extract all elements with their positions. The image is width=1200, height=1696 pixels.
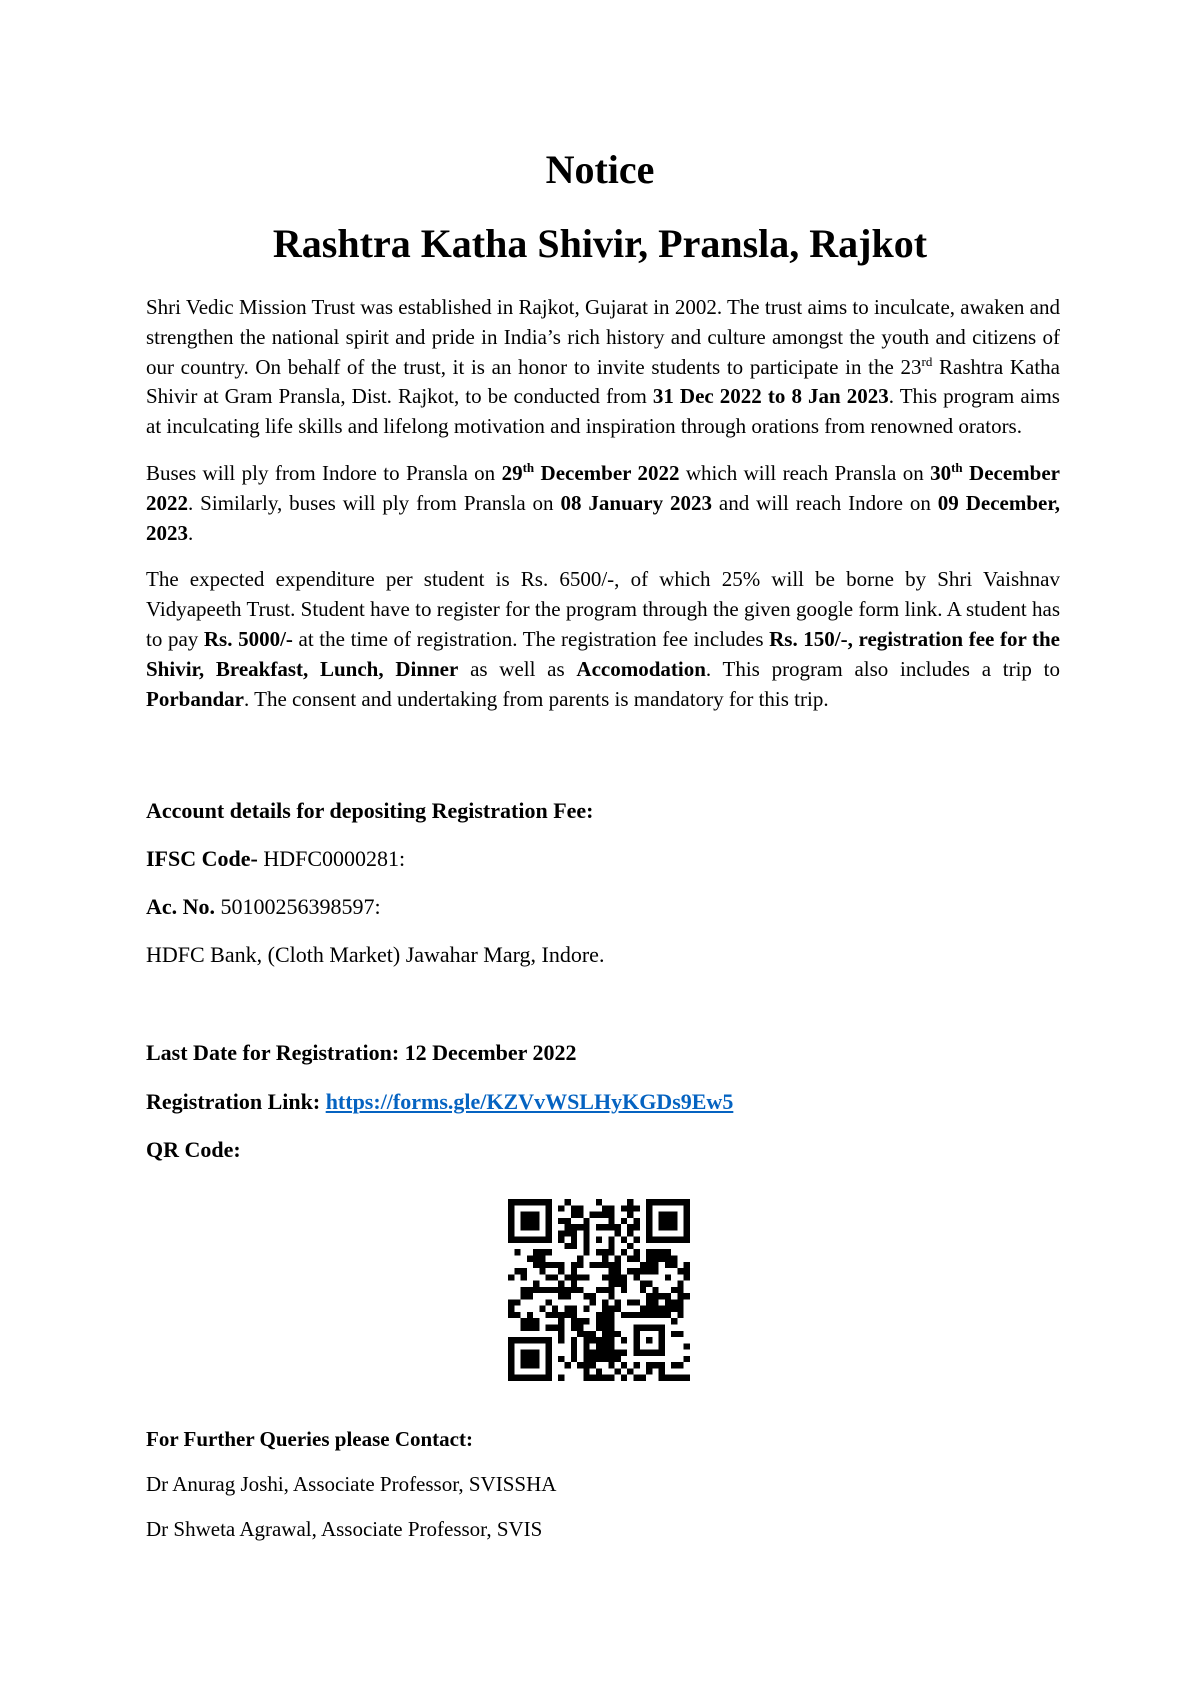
intro-sup: rd [921, 353, 933, 369]
bus-text: Buses will ply from Indore to Pransla on [146, 460, 502, 485]
contact-person-2: Dr Shweta Agrawal, Associate Professor, SVIS [146, 1517, 543, 1541]
bank-address: HDFC Bank, (Cloth Market) Jawahar Marg, Indore. [146, 942, 605, 967]
contact-person-1: Dr Anurag Joshi, Associate Professor, SVISSHA [146, 1472, 557, 1496]
qr-code [508, 1199, 690, 1381]
bus-text-3: . Similarly, buses will ply from Pransla on [188, 490, 561, 515]
account-heading: Account details for depositing Registration Fee: [146, 798, 594, 823]
contact-heading: For Further Queries please Contact: [146, 1427, 473, 1451]
last-date: Last Date for Registration: 12 December 2022 [146, 1040, 577, 1065]
notice-heading: Notice [545, 147, 655, 192]
accommodation-label: Accomodation [576, 656, 706, 681]
notice-body [146, 293, 1060, 731]
notice-title: Rashtra Katha Shivir, Pransla, Rajkot [272, 221, 928, 266]
ifsc-value: HDFC0000281: [257, 846, 406, 871]
fee-text-4: . This program also includes a trip to [705, 656, 1060, 681]
fee-amount: Rs. 5000/- [203, 626, 293, 651]
account-number-label: Ac. No. [146, 894, 216, 919]
fee-text-3: as well as [458, 656, 577, 681]
registration-link[interactable]: https://forms.gle/KZVvWSLHyKGDs9Ew5 [325, 1089, 734, 1114]
ifsc-line [146, 844, 405, 874]
fee-text-5: . The consent and undertaking from parents is mandatory for this trip. [244, 686, 829, 711]
ifsc-label: IFSC Code- [146, 846, 258, 871]
bus-text-2: which will reach Pransla on [679, 460, 931, 485]
registration-link-label: Registration Link: [146, 1089, 326, 1114]
depart-date: 29th December 2022 [501, 459, 680, 485]
intro-paragraph [146, 293, 1060, 442]
arrive-date: 30th December 2022 [146, 459, 1060, 515]
qr-label: QR Code: [146, 1137, 241, 1162]
return-arrive-date: 09 December, 2023 [146, 490, 1060, 545]
trip-destination: Porbandar [146, 686, 245, 711]
fee-paragraph [146, 565, 1060, 714]
account-number-line [146, 892, 381, 922]
fee-text: The expected expenditure per student is Rs. 6500/-, of which 25% will be borne by Shri Vaishnav Vidyapeeth Trust. Student have to register for the program through the given google form link. A student has to pay [146, 567, 1060, 651]
fee-inclusions: Rs. 150/-, registration fee for the Shivir, Breakfast, Lunch, Dinner [146, 626, 1060, 681]
intro-text-3: . This program aims at inculcating life skills and lifelong motivation and inspiration through orations from renowned orators. [146, 384, 1060, 439]
fee-text-2: at the time of registration. The registration fee includes [292, 626, 770, 651]
bus-text-4: and will reach Indore on [712, 490, 938, 515]
registration-link-line [146, 1087, 733, 1117]
intro-text: Shri Vedic Mission Trust was established in Rajkot, Gujarat in 2002. The trust aims to inculcate, awaken and strengthen the national spirit and pride in India’s rich history and culture amongst the youth and citizens of our country. On behalf of the trust, it is an honor to invite students to participate in the 23 [146, 295, 1060, 379]
account-number-value: 50100256398597: [215, 894, 381, 919]
intro-text-2: Rashtra Katha Shivir at Gram Pransla, Dist. Rajkot, to be conducted from [146, 354, 1060, 409]
shivir-dates: 31 Dec 2022 to 8 Jan 2023 [652, 384, 889, 409]
bus-paragraph: Buses will ply from Indore to Pransla on 29th December 2022 which will reach Pransla on 30th December 2022. Similarly, buses will ply from Pransla on 08 January 2023 and will reach Indore on 09 December, 2023. [146, 459, 1060, 545]
return-depart-date: 08 January 2023 [560, 490, 713, 515]
